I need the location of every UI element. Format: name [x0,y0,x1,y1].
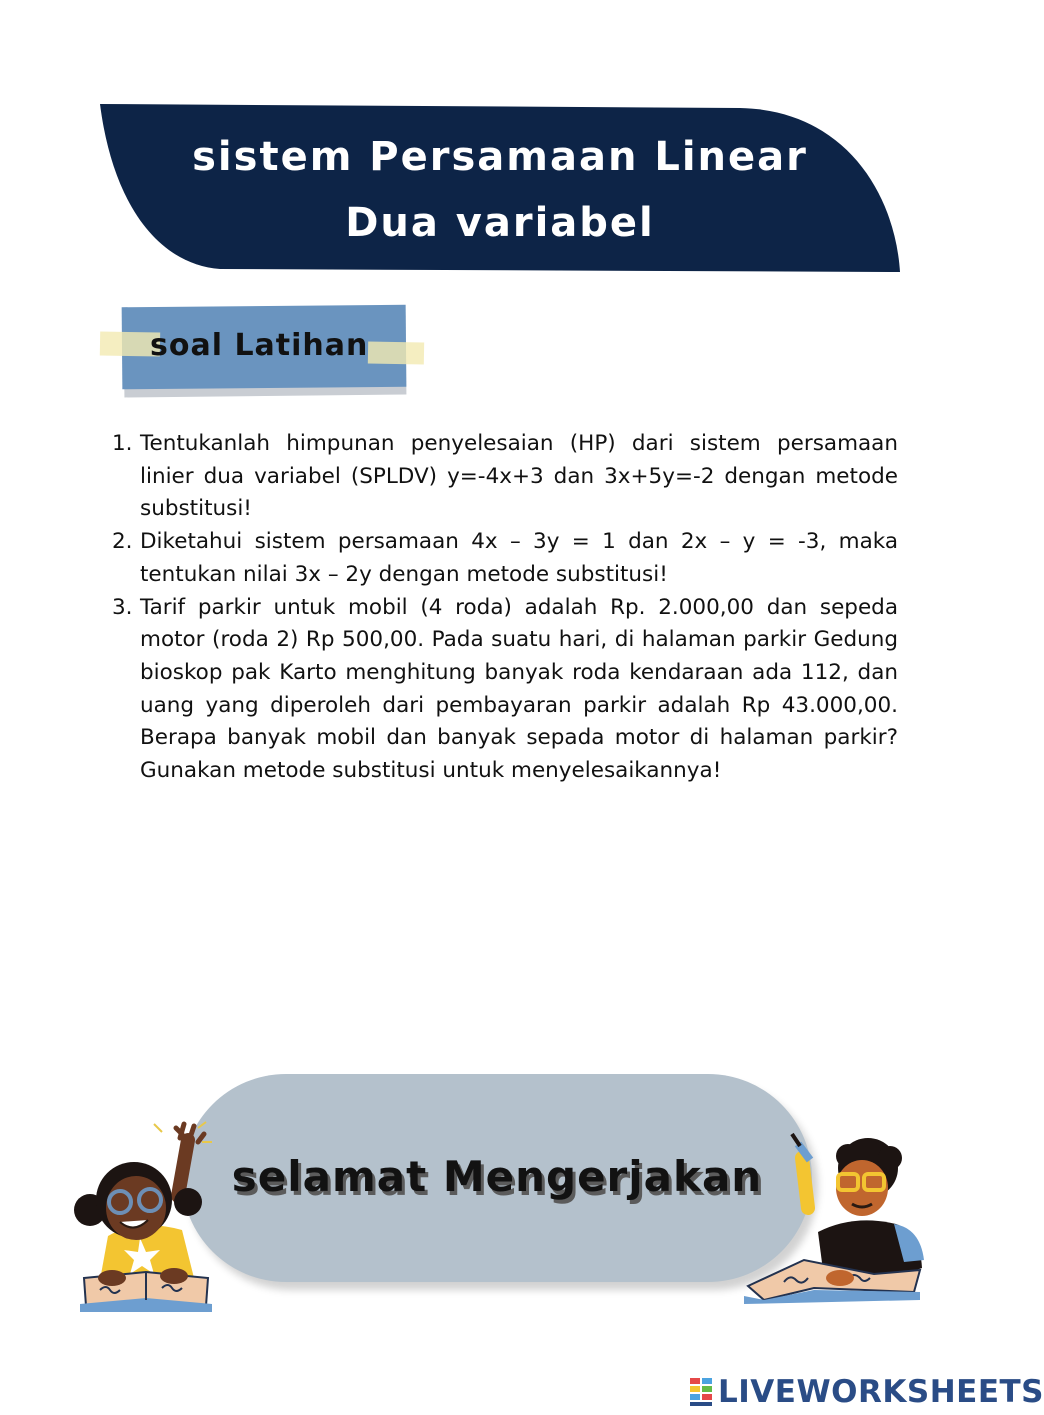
question-item [112,428,898,526]
closing-text: selamat Mengerjakan [231,1152,763,1201]
closing-banner [182,1074,812,1282]
liveworksheets-brand [690,1374,1044,1410]
question-list [112,428,898,788]
section-label-text: soal Latihan [150,328,369,363]
page-title-line-2: Dua variabel [345,200,655,246]
question-item [112,526,898,591]
boy-writing-illustration [744,1128,930,1304]
title-banner [100,104,900,272]
tape-right [368,342,424,365]
question-text: Diketahui sistem persamaan 4x – 3y = 1 dan 2x – y = -3, maka tentukan nilai 3x – 2y dengan metode substitusi! [140,529,898,587]
question-number: 3. [112,594,133,620]
page-title-line-1: sistem Persamaan Linear [192,134,808,180]
girl-reading-illustration [70,1118,220,1316]
question-text: Tarif parkir untuk mobil (4 roda) adalah Rp. 2.000,00 dan sepeda motor (roda 2) Rp 500,00. Pada suatu hari, di halaman parkir Gedung bioskop pak Karto menghitung banyak roda kendaraan ada 112, dan uang yang diperoleh dari pembayaran parkir adalah Rp 43.000,00. Berapa banyak mobil dan banyak sepada motor di halaman parkir? Gunakan metode substitusi untuk menyelesaikannya! [140,594,898,784]
question-item [112,592,898,788]
page-title [100,124,900,256]
question-number: 2. [112,529,133,555]
liveworksheets-logo-icon [690,1378,714,1406]
section-label [100,302,430,402]
question-text: Tentukanlah himpunan penyelesaian (HP) dari sistem persamaan linier dua variabel (SPLDV) y=-4x+3 dan 3x+5y=-2 dengan metode substitusi! [140,431,898,522]
question-number: 1. [112,431,133,456]
brand-text: LIVEWORKSHEETS [718,1374,1044,1410]
